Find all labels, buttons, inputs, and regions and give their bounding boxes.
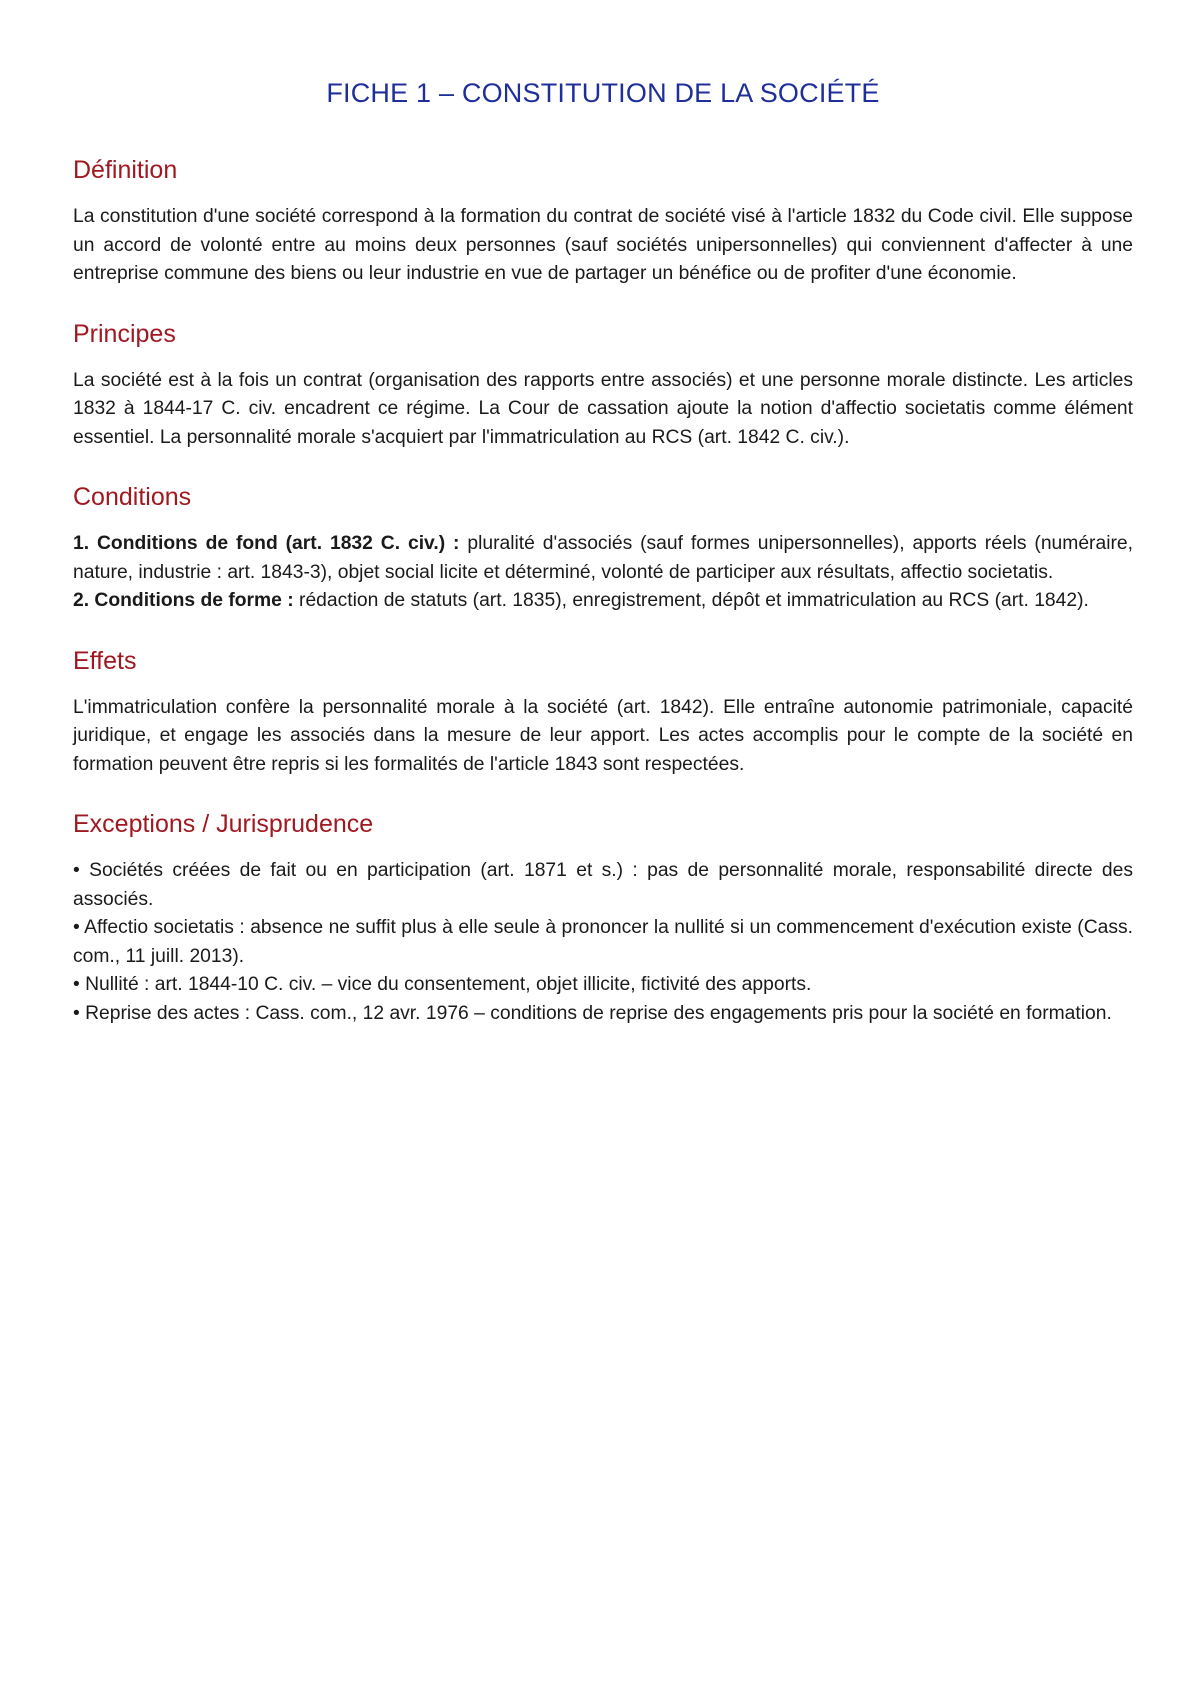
list-item: • Reprise des actes : Cass. com., 12 avr. 1976 – conditions de reprise des engagements pris pour la société en formation. (73, 1002, 1112, 1024)
section-principes (73, 319, 1133, 453)
effets-paragraph: L'immatriculation confère la personnalité morale à la société (art. 1842). Elle entraîne autonomie patrimoniale, capacité juridique, et engage les associés dans la mesure de leur apport. Les actes accomplis pour le compte de la société en formation peuvent être repris si les formalités de l'article 1843 sont respectées. (73, 696, 1133, 775)
section-effets (73, 646, 1133, 780)
list-item: • Affectio societatis : absence ne suffit plus à elle seule à prononcer la nullité si un commencement d'exécution existe (Cass. com., 11 juill. 2013). (73, 917, 1133, 967)
section-heading-definition: Définition (73, 156, 178, 184)
conditions-fond-paragraph (73, 530, 1133, 587)
list-item: • Nullité : art. 1844-10 C. civ. – vice du consentement, objet illicite, fictivité des apports. (73, 974, 812, 995)
section-exceptions (73, 809, 1133, 1028)
definition-paragraph: La constitution d'une société correspond à la formation du contrat de société visé à l'article 1832 du Code civil. Elle suppose un accord de volonté entre au moins deux personnes (sauf sociétés unipersonnelles) qui conviennent d'affecter à une entreprise commune des biens ou leur industrie en vue de partager un bénéfice ou de profiter d'une économie. (73, 206, 1133, 284)
conditions-forme-text: rédaction de statuts (art. 1835), enregistrement, dépôt et immatriculation au RCS (art. 1842). (293, 590, 1089, 611)
section-definition (73, 155, 1133, 289)
conditions-fond-text: pluralité d'associés (sauf formes unipersonnelles), apports réels (numéraire, nature, industrie : art. 1843-3), objet social licite et déterminé, volonté de participer aux résultats, affectio societatis. (73, 533, 1133, 583)
principes-paragraph: La société est à la fois un contrat (organisation des rapports entre associés) et une personne morale distincte. Les articles 1832 à 1844-17 C. civ. encadrent ce régime. La Cour de cassation ajoute la notion d'affectio societatis comme élément essentiel. La personnalité morale s'acquiert par l'immatriculation au RCS (art. 1842 C. civ.). (73, 369, 1133, 448)
conditions-fond-label: 1. Conditions de fond (art. 1832 C. civ.) : (73, 533, 460, 554)
document-title: FICHE 1 – CONSTITUTION DE LA SOCIÉTÉ (326, 78, 880, 108)
conditions-forme-label: 2. Conditions de forme : (73, 590, 294, 611)
section-heading-principes: Principes (73, 319, 176, 348)
section-heading-exceptions: Exceptions / Jurisprudence (73, 810, 374, 838)
section-heading-conditions: Conditions (73, 483, 192, 511)
list-item: • Sociétés créées de fait ou en participation (art. 1871 et s.) : pas de personnalité morale, responsabilité directe des associés. (73, 860, 1133, 910)
document-page (73, 70, 1133, 1058)
conditions-forme-paragraph (73, 587, 1133, 616)
section-heading-effets: Effets (73, 646, 137, 675)
section-conditions (73, 482, 1133, 616)
